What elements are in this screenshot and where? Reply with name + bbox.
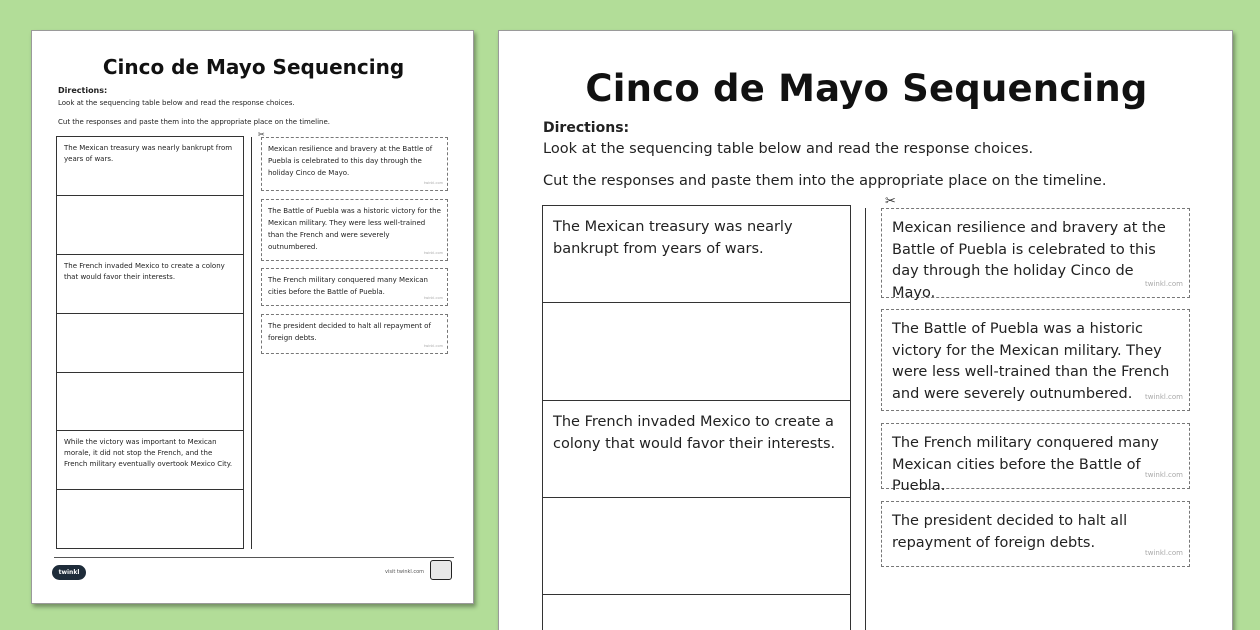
response-card xyxy=(261,268,448,306)
timeline-table xyxy=(542,205,851,630)
directions-heading: Directions: xyxy=(543,120,630,136)
timeline-cell: The Mexican treasury was nearly bankrupt from years of wars. xyxy=(543,206,850,303)
response-card xyxy=(881,423,1190,494)
timeline-cell: The French invaded Mexico to create a colony that would favor their interests. xyxy=(57,255,243,314)
timeline-cell xyxy=(543,303,850,400)
timeline-cell: The French invaded Mexico to create a colony that would favor their interests. xyxy=(543,401,850,498)
response-card-text: The president decided to halt all repayment of foreign debts. xyxy=(892,513,1128,551)
cut-divider xyxy=(865,208,866,630)
footer-divider xyxy=(54,557,454,558)
response-card-text: The French military conquered many Mexican cities before the Battle of Puebla. xyxy=(268,276,428,296)
quality-badge-icon xyxy=(430,560,452,580)
worksheet-thumbnail xyxy=(31,30,474,604)
cut-divider xyxy=(251,137,252,549)
timeline-table xyxy=(56,136,244,549)
timeline-cell xyxy=(57,373,243,432)
footer-url: visit twinkl.com xyxy=(385,569,425,575)
directions-line-1: Look at the sequencing table below and read the response choices. xyxy=(58,99,295,107)
timeline-cell xyxy=(57,196,243,255)
response-card-text: The Battle of Puebla was a historic victory for the Mexican military. They were less well-trained than the French and were severely outnumbered. xyxy=(268,207,441,251)
worksheet-zoomed xyxy=(498,30,1233,630)
timeline-cell: The Mexican treasury was nearly bankrupt from years of wars. xyxy=(57,137,243,196)
response-card xyxy=(261,199,448,261)
card-watermark: twinkl.com xyxy=(423,251,443,255)
timeline-cell xyxy=(57,490,243,549)
page-title: Cinco de Mayo Sequencing xyxy=(585,67,1148,110)
response-card-text: Mexican resilience and bravery at the Battle of Puebla is celebrated to this day through the holiday Cinco de Mayo. xyxy=(268,145,433,177)
response-card-text: The French military conquered many Mexican cities before the Battle of Puebla. xyxy=(892,435,1159,494)
directions-line-2: Cut the responses and paste them into the appropriate place on the timeline. xyxy=(58,118,331,126)
scissors-icon: ✂ xyxy=(258,130,265,139)
response-card xyxy=(881,309,1190,411)
card-watermark: twinkl.com xyxy=(423,344,443,348)
response-card-text: The president decided to halt all repayment of foreign debts. xyxy=(268,322,431,342)
scissors-icon: ✂ xyxy=(885,194,896,209)
card-watermark: twinkl.com xyxy=(1144,392,1183,401)
card-watermark: twinkl.com xyxy=(1144,279,1183,288)
card-watermark: twinkl.com xyxy=(1144,548,1183,557)
directions-heading: Directions: xyxy=(58,86,108,95)
response-card xyxy=(881,208,1190,301)
response-card xyxy=(881,501,1190,567)
twinkl-logo: twinkl xyxy=(52,565,86,580)
response-card-text: The Battle of Puebla was a historic victory for the Mexican military. They were less well-trained than the French and were severely outnumbered. xyxy=(892,321,1170,402)
timeline-cell: While the victory was important to Mexican morale, it did not stop the French, and the French military eventually overtook Mexico City. xyxy=(57,431,243,490)
timeline-cell xyxy=(543,498,850,595)
directions-line-2: Cut the responses and paste them into the appropriate place on the timeline. xyxy=(543,173,1107,189)
card-watermark: twinkl.com xyxy=(1144,470,1183,479)
response-card xyxy=(261,137,448,191)
directions-line-1: Look at the sequencing table below and read the response choices. xyxy=(543,141,1034,157)
timeline-cell xyxy=(543,595,850,630)
response-card-text: Mexican resilience and bravery at the Battle of Puebla is celebrated to this day through the holiday Cinco de Mayo. xyxy=(892,220,1166,301)
page-title: Cinco de Mayo Sequencing xyxy=(102,55,405,79)
card-watermark: twinkl.com xyxy=(423,181,443,185)
card-watermark: twinkl.com xyxy=(423,296,443,300)
timeline-cell xyxy=(57,314,243,373)
response-card xyxy=(261,314,448,354)
